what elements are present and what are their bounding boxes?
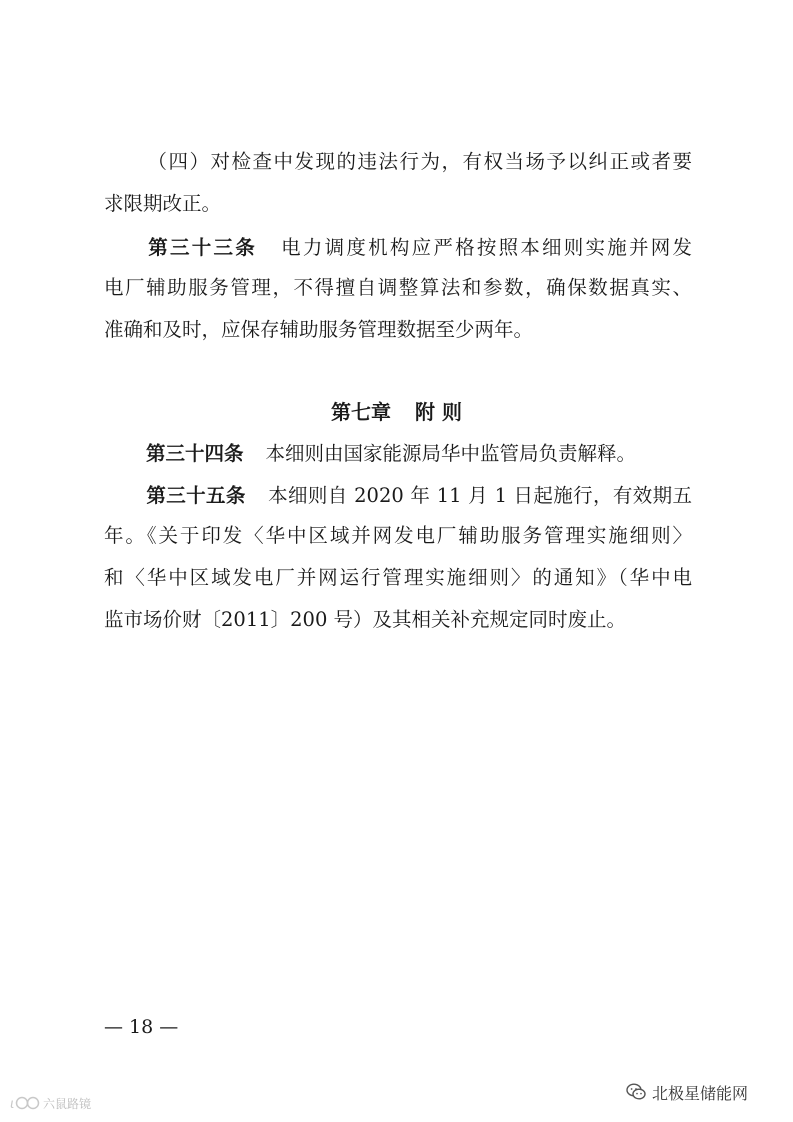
article-34-line-1	[104, 440, 692, 468]
camera-logo-icon	[10, 1095, 40, 1111]
article-33-line-1	[104, 234, 692, 262]
paragraph-4-text: （四）对检查中发现的违法行为，有权当场予以纠正或者要	[146, 150, 692, 173]
article-35-line-3: 和〈华中区域发电厂并网运行管理实施细则〉的通知》（华中电	[104, 566, 692, 589]
paragraph-4-line-1	[104, 148, 692, 176]
chapter-title: 附 则	[415, 400, 462, 424]
chapter-number: 第七章	[331, 400, 392, 424]
watermark-publisher-text: 北极星储能网	[652, 1083, 749, 1103]
page-number: — 18 —	[104, 1016, 179, 1038]
article-33-text: 电力调度机构应严格按照本细则实施并网发	[278, 236, 692, 259]
article-34-text: 本细则由国家能源局华中监管局负责解释。	[265, 442, 637, 465]
article-33-label: 第三十三条	[146, 236, 257, 259]
article-34-label: 第三十四条	[146, 442, 244, 465]
wechat-icon	[626, 1083, 646, 1101]
article-35-line-2: 年。《关于印发〈华中区域并网发电厂辅助服务管理实施细则〉	[104, 524, 692, 547]
article-33-line-3: 准确和及时，应保存辅助服务管理数据至少两年。	[104, 318, 534, 341]
watermark-camera-text: 六鼠路镜	[43, 1096, 92, 1111]
watermark-publisher	[626, 1078, 748, 1106]
watermark-camera	[10, 1092, 91, 1114]
paragraph-4-line-2: 求限期改正。	[104, 192, 222, 215]
article-35-line-1	[104, 482, 692, 510]
article-35-text: 本细则自 2020 年 11 月 1 日起施行，有效期五	[267, 484, 692, 507]
svg-text:ι: ι	[10, 1097, 15, 1111]
article-33-line-2: 电厂辅助服务管理，不得擅自调整算法和参数，确保数据真实、	[104, 276, 692, 299]
chapter-heading	[0, 398, 793, 426]
article-35-label: 第三十五条	[146, 484, 246, 507]
article-35-line-4: 监市场价财〔2011〕200 号）及其相关补充规定同时废止。	[104, 608, 627, 631]
